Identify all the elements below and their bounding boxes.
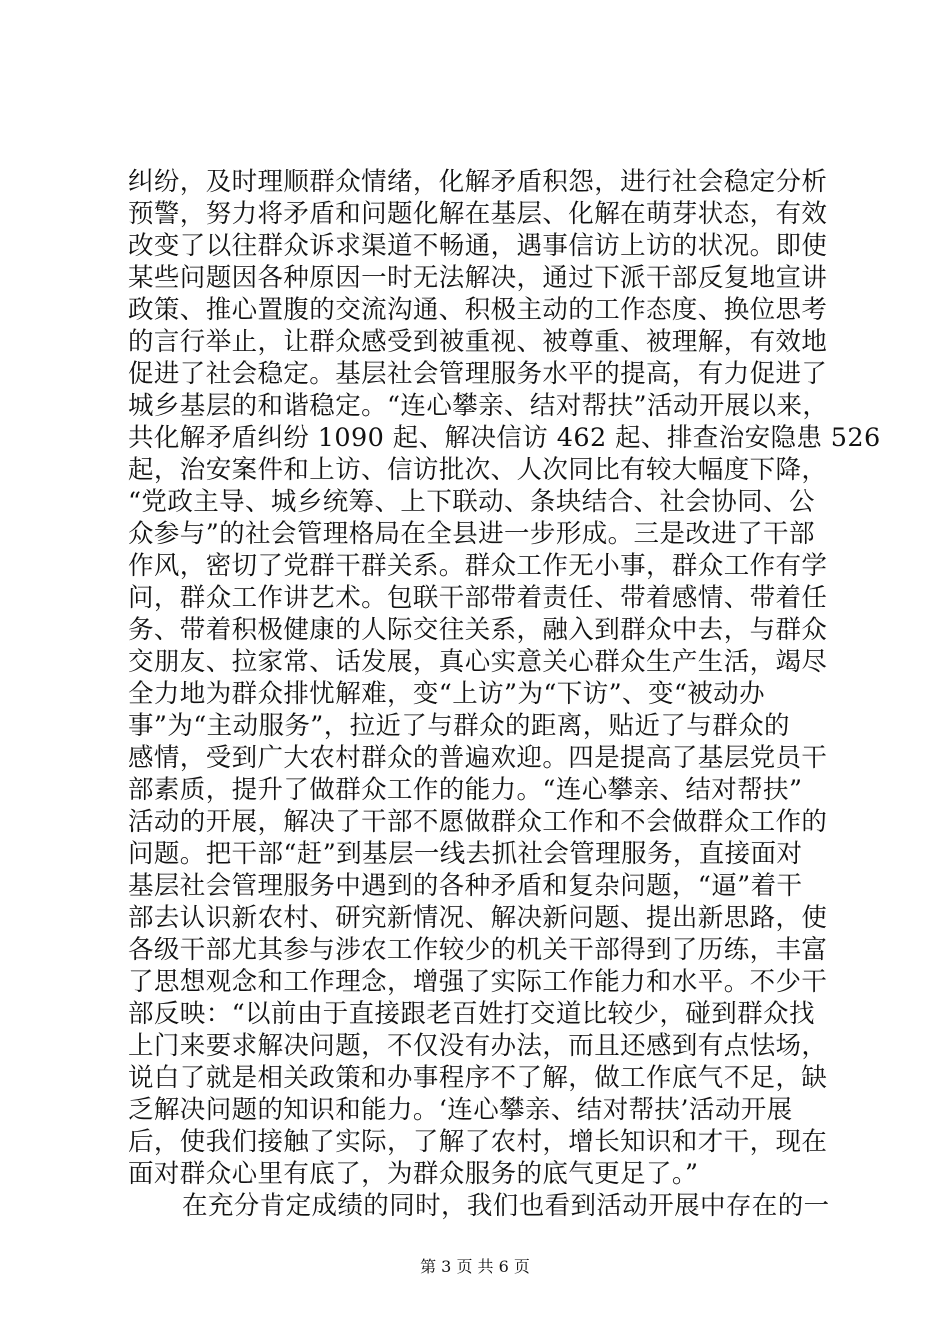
text-line-23: 基层社会管理服务中遇到的各种矛盾和复杂问题，“逼”着干 [128, 871, 803, 901]
text-line-24: 部去认识新农村、研究新情况、解决新问题、提出新思路，使 [128, 903, 828, 933]
text-line-18: 事”为“主动服务”，拉近了与群众的距离，贴近了与群众的 [128, 711, 790, 741]
text-line-27: 部反映：“以前由于直接跟老百姓打交道比较少，碰到群众找 [128, 999, 815, 1029]
text-line-29: 说白了就是相关政策和办事程序不了解，做工作底气不足，缺 [128, 1063, 828, 1093]
text-line-31: 后，使我们接触了实际，了解了农村，增长知识和才干，现在 [128, 1127, 828, 1157]
text-line-17: 全力地为群众排忧解难，变“上访”为“下访”、变“被动办 [128, 679, 765, 709]
text-line-16: 交朋友、拉家常、话发展，真心实意关心群众生产生活，竭尽 [128, 647, 828, 677]
text-line-26: 了思想观念和工作理念，增强了实际工作能力和水平。不少干 [128, 967, 828, 997]
text-line-8: 城乡基层的和谐稳定。“连心攀亲、结对帮扶”活动开展以来， [128, 391, 829, 421]
text-line-28: 上门来要求解决问题，不仅没有办法，而且还感到有点怯场， [128, 1031, 828, 1061]
text-line-5: 政策、推心置腹的交流沟通、积极主动的工作态度、换位思考 [128, 295, 828, 325]
page-number-footer: 第 3 页 共 6 页 [420, 1257, 530, 1276]
text-line-2: 预警，努力将矛盾和问题化解在基层、化解在萌芽状态，有效 [128, 199, 828, 229]
text-line-6: 的言行举止，让群众感受到被重视、被尊重、被理解，有效地 [128, 327, 828, 357]
text-line-32: 面对群众心里有底了，为群众服务的底气更足了。” [128, 1159, 699, 1189]
text-line-15: 务、带着积极健康的人际交往关系，融入到群众中去，与群众 [128, 615, 828, 645]
text-line-14: 问，群众工作讲艺术。包联干部带着责任、带着感情、带着任 [128, 583, 828, 613]
text-line-4: 某些问题因各种原因一时无法解决，通过下派干部反复地宣讲 [128, 263, 828, 293]
text-line-3: 改变了以往群众诉求渠道不畅通，遇事信访上访的状况。即使 [128, 231, 828, 261]
text-line-9: 共化解矛盾纠纷 1090 起、解决信访 462 起、排查治安隐患 526 [128, 423, 881, 453]
text-line-13: 作风，密切了党群干群关系。群众工作无小事，群众工作有学 [128, 551, 828, 581]
text-line-20: 部素质，提升了做群众工作的能力。“连心攀亲、结对帮扶” [128, 775, 803, 805]
text-line-11: “党政主导、城乡统筹、上下联动、条块结合、社会协同、公 [128, 487, 815, 517]
text-line-25: 各级干部尤其参与涉农工作较少的机关干部得到了历练，丰富 [128, 935, 828, 965]
text-line-12: 众参与”的社会管理格局在全县进一步形成。三是改进了干部 [128, 519, 815, 549]
paragraph-start-line: 在充分肯定成绩的同时，我们也看到活动开展中存在的一 [182, 1191, 830, 1221]
text-line-21: 活动的开展，解决了干部不愿做群众工作和不会做群众工作的 [128, 807, 828, 837]
text-line-30: 乏解决问题的知识和能力。‘连心攀亲、结对帮扶’活动开展 [128, 1095, 793, 1125]
text-line-19: 感情，受到广大农村群众的普遍欢迎。四是提高了基层党员干 [128, 743, 828, 773]
text-line-7: 促进了社会稳定。基层社会管理服务水平的提高，有力促进了 [128, 359, 828, 389]
text-line-22: 问题。把干部“赶”到基层一线去抓社会管理服务，直接面对 [128, 839, 803, 869]
text-line-1: 纠纷，及时理顺群众情绪，化解矛盾积怨，进行社会稳定分析 [128, 167, 828, 197]
text-line-10: 起，治安案件和上访、信访批次、人次同比有较大幅度下降， [128, 455, 828, 485]
body-text [128, 166, 881, 1222]
